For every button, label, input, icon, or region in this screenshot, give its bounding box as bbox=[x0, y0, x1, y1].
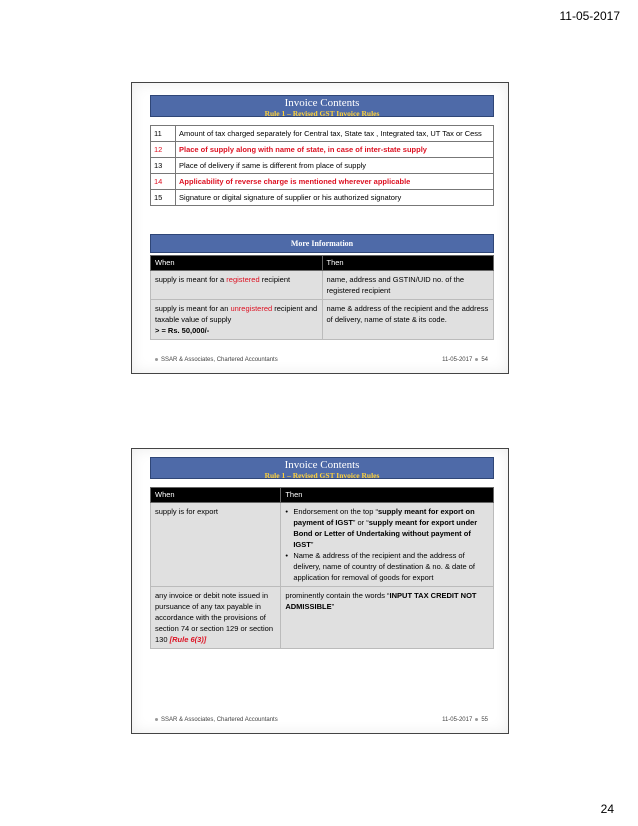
when-then-table bbox=[150, 487, 494, 649]
when-cell: supply is meant for an unregistered recipient and taxable value of supply > = Rs. 50,000/- bbox=[151, 300, 323, 340]
page-number: 24 bbox=[600, 802, 614, 816]
slide-title: Invoice Contents bbox=[284, 97, 360, 109]
table-row bbox=[151, 587, 494, 649]
footer-date: 11-05-2017 bbox=[442, 717, 473, 723]
rule-number: 14 bbox=[151, 174, 176, 190]
slide-number: 55 bbox=[481, 717, 488, 723]
more-info-title: More Information bbox=[290, 239, 354, 248]
slide-54 bbox=[131, 82, 509, 374]
slide-55 bbox=[131, 448, 509, 734]
title-banner bbox=[150, 457, 494, 479]
bullet-item: • Name & address of the recipient and the address of delivery, name of country of destination & no. & date of application for removal of goods for export bbox=[293, 550, 489, 583]
rule-text: Signature or digital signature of supplier or his authorized signatory bbox=[176, 190, 494, 206]
col-then-header: Then bbox=[322, 256, 494, 271]
footer-date: 11-05-2017 bbox=[442, 357, 473, 363]
rule-text: Amount of tax charged separately for Central tax, State tax , Integrated tax, UT Tax or Cess bbox=[176, 126, 494, 142]
table-row bbox=[151, 158, 494, 174]
when-cell: supply is meant for a registered recipient bbox=[151, 271, 323, 300]
col-when-header: When bbox=[151, 256, 323, 271]
table-row bbox=[151, 174, 494, 190]
table-row bbox=[151, 271, 494, 300]
table-row bbox=[151, 300, 494, 340]
bullet-item: • Endorsement on the top “supply meant for export on payment of IGST” or “supply meant for export under Bond or Letter of Undertaking without payment of IGST” bbox=[293, 506, 489, 550]
rule-number: 12 bbox=[151, 142, 176, 158]
then-cell: name, address and GSTIN/UID no. of the registered recipient bbox=[322, 271, 494, 300]
footer-firm: SSAR & Associates, Chartered Accountants bbox=[161, 717, 278, 723]
rule-text: Place of supply along with name of state, in case of inter-state supply bbox=[176, 142, 494, 158]
title-banner bbox=[150, 95, 494, 117]
rule-number: 15 bbox=[151, 190, 176, 206]
when-cell: any invoice or debit note issued in pursuance of any tax payable in accordance with the provisions of section 74 or section 129 or section 130 [Rule 6(3)] bbox=[151, 587, 281, 649]
when-then-table bbox=[150, 255, 494, 340]
slide-subtitle: Rule 1 – Revised GST Invoice Rules bbox=[264, 471, 380, 480]
col-when-header: When bbox=[151, 488, 281, 503]
page-date: 11-05-2017 bbox=[559, 9, 620, 23]
footer-firm: SSAR & Associates, Chartered Accountants bbox=[161, 357, 278, 363]
rules-table bbox=[150, 125, 494, 206]
table-row bbox=[151, 190, 494, 206]
then-cell bbox=[281, 503, 494, 587]
slide-number: 54 bbox=[481, 357, 488, 363]
then-cell: name & address of the recipient and the address of delivery, name of state & its code. bbox=[322, 300, 494, 340]
slide-subtitle: Rule 1 – Revised GST Invoice Rules bbox=[264, 109, 380, 118]
slide-title: Invoice Contents bbox=[284, 459, 360, 471]
more-info-banner bbox=[150, 234, 494, 253]
table-row bbox=[151, 503, 494, 587]
table-row bbox=[151, 126, 494, 142]
when-cell: supply is for export bbox=[151, 503, 281, 587]
rule-text: Place of delivery if same is different from place of supply bbox=[176, 158, 494, 174]
rule-text: Applicability of reverse charge is mentioned wherever applicable bbox=[176, 174, 494, 190]
col-then-header: Then bbox=[281, 488, 494, 503]
rule-number: 13 bbox=[151, 158, 176, 174]
rule-number: 11 bbox=[151, 126, 176, 142]
table-row bbox=[151, 142, 494, 158]
then-cell: prominently contain the words “INPUT TAX CREDIT NOT ADMISSIBLE” bbox=[281, 587, 494, 649]
